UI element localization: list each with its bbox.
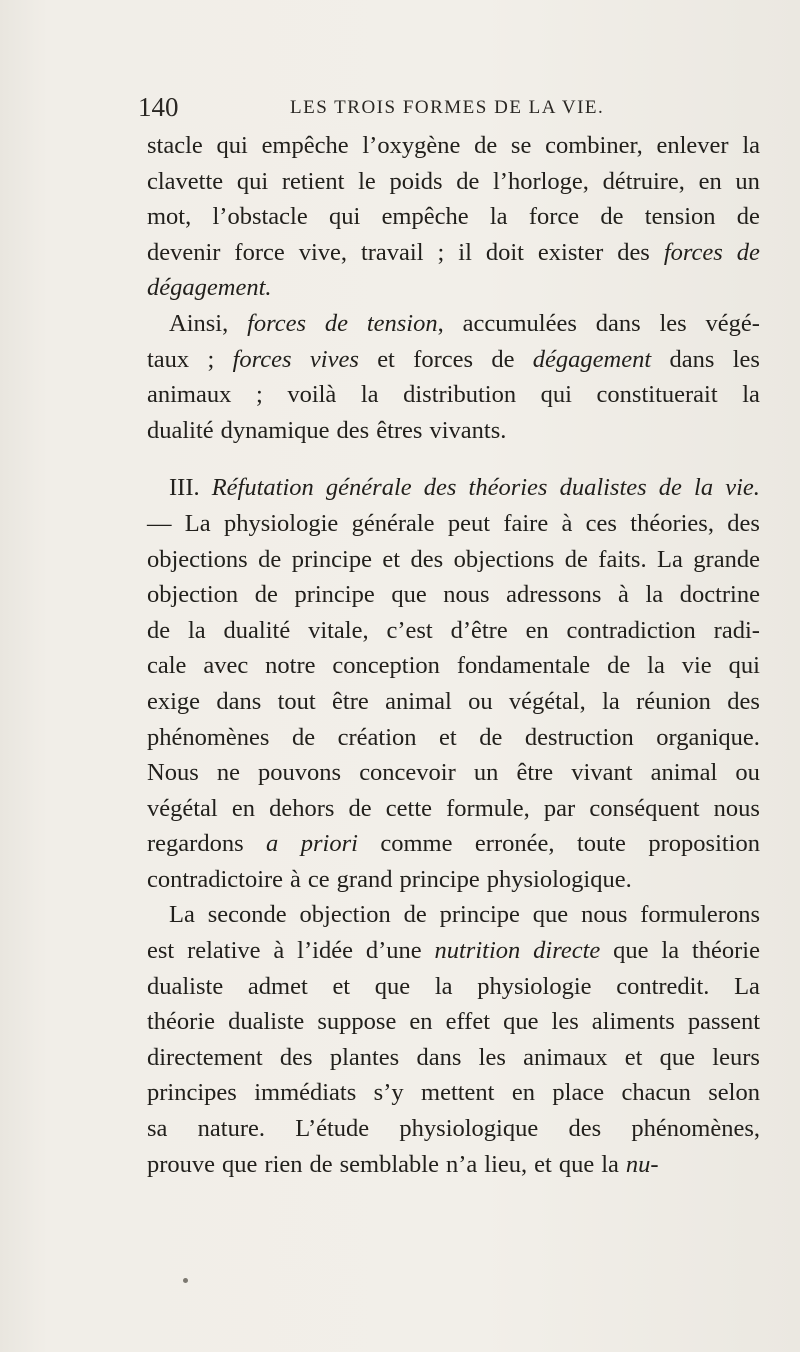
word: Nous — [147, 759, 199, 787]
word: enlever — [656, 132, 729, 159]
word: la — [661, 937, 680, 965]
text-line — [147, 377, 760, 413]
word: relative — [187, 937, 261, 965]
text-line — [147, 164, 760, 200]
word: théories, — [630, 509, 714, 537]
word: vives — [309, 345, 359, 373]
word: des — [279, 1043, 313, 1071]
word: dualité — [147, 416, 214, 444]
word: dans — [595, 309, 641, 337]
word: accumulées — [462, 309, 577, 337]
word: il — [458, 238, 472, 266]
word: la — [647, 652, 665, 680]
word: radi- — [713, 616, 760, 644]
word: se — [510, 132, 532, 159]
word: animaux — [523, 1043, 608, 1071]
word: Réfutation — [211, 474, 314, 502]
word: nous — [443, 581, 490, 609]
word: directement — [147, 1043, 263, 1071]
word: La — [657, 545, 683, 573]
word: taux — [147, 345, 190, 373]
word: principes — [147, 1079, 237, 1107]
word: de — [491, 345, 515, 373]
word: la — [742, 132, 760, 159]
word: distribution — [403, 381, 517, 409]
text-line — [147, 470, 760, 506]
word: tension, — [366, 309, 444, 337]
word: dégagement — [532, 345, 652, 373]
word: la — [187, 616, 206, 644]
word: ne — [216, 759, 240, 787]
word: dynamique — [220, 416, 330, 444]
word: principe — [399, 865, 480, 893]
word: que — [532, 901, 569, 929]
word: les — [551, 1008, 579, 1036]
word: vivant — [571, 759, 633, 787]
word: dualistes — [559, 474, 647, 502]
word: la — [601, 1150, 619, 1178]
word: l’horloge, — [493, 167, 589, 195]
word: grande — [693, 545, 760, 573]
word: végétal — [147, 794, 218, 822]
word: de — [658, 474, 682, 502]
word: dans — [416, 1043, 462, 1071]
word: La — [169, 901, 195, 929]
word: stacle — [147, 132, 203, 159]
word: poids — [389, 167, 443, 195]
text-line — [147, 1004, 760, 1040]
word: contredit. — [616, 972, 710, 1000]
word: ce — [307, 865, 330, 893]
word: sa — [147, 1115, 168, 1143]
word: exige — [147, 687, 201, 715]
word: grand — [336, 865, 393, 893]
word: fondamentale — [456, 652, 591, 680]
word: physiologie — [223, 509, 339, 537]
word: aliments — [591, 1008, 675, 1036]
word: de — [736, 203, 760, 231]
word: que — [659, 1043, 696, 1071]
word: et — [439, 723, 457, 751]
word: doit — [485, 238, 524, 266]
word: principe — [291, 545, 372, 573]
body-text — [147, 128, 760, 1182]
word: les — [732, 345, 760, 373]
word: objection — [299, 901, 391, 929]
word: la — [602, 687, 620, 715]
word: la — [489, 203, 508, 231]
word: mettent — [421, 1079, 495, 1107]
word: de — [600, 203, 624, 231]
word: à — [561, 509, 573, 537]
word: ; — [255, 381, 263, 409]
word: comme — [380, 830, 453, 858]
word: des — [727, 687, 760, 715]
word: directe — [533, 937, 601, 965]
word: théories — [468, 474, 548, 502]
word: et — [377, 345, 395, 373]
word: nous — [713, 794, 760, 822]
text-line — [147, 897, 760, 933]
word: destruction — [524, 723, 634, 751]
word: ; — [437, 238, 445, 266]
word: prouve — [147, 1150, 216, 1178]
text-line — [147, 235, 760, 271]
text-line — [147, 270, 760, 306]
word: de — [736, 238, 760, 266]
word: tout — [277, 687, 316, 715]
text-line — [147, 648, 760, 684]
word: principe — [294, 581, 375, 609]
word: nu- — [625, 1150, 659, 1178]
word: exister — [537, 238, 604, 266]
text-line — [147, 199, 760, 235]
word: tension — [644, 203, 716, 231]
word: la — [742, 381, 760, 409]
word: a — [266, 830, 279, 858]
word: rien — [264, 1150, 303, 1178]
word: principe — [439, 901, 520, 929]
word: priori — [300, 830, 358, 858]
word: n’a — [445, 1150, 478, 1178]
word: qui — [540, 381, 572, 409]
word: La — [734, 972, 760, 1000]
word: dehors — [269, 794, 335, 822]
word: La — [184, 509, 211, 537]
word: qui — [236, 167, 269, 195]
word: de — [607, 652, 631, 680]
word: nous — [581, 901, 628, 929]
word: des — [423, 474, 457, 502]
word: que — [613, 937, 649, 965]
word: cette — [385, 794, 433, 822]
word: leurs — [712, 1043, 760, 1071]
word: d’une — [365, 937, 422, 965]
word: et — [534, 1150, 552, 1178]
word: que — [222, 1150, 258, 1178]
word: objections — [147, 545, 248, 573]
word: s’y — [373, 1079, 404, 1107]
word: dans — [216, 687, 262, 715]
word: vive, — [298, 238, 348, 266]
word: de — [474, 132, 498, 159]
word: seconde — [207, 901, 287, 929]
word: proposition — [648, 830, 760, 858]
word: clavette — [147, 167, 224, 195]
word: d’être — [450, 616, 508, 644]
word: doctrine — [679, 581, 760, 609]
word: physiologique — [399, 1115, 539, 1143]
word: des — [336, 416, 370, 444]
word: que — [558, 1150, 595, 1178]
text-line — [147, 720, 760, 756]
word: création — [337, 723, 417, 751]
text-line — [147, 791, 760, 827]
word: voilà — [287, 381, 337, 409]
word: de — [258, 545, 282, 573]
word: la — [694, 474, 714, 502]
word: êtres — [376, 416, 423, 444]
word: végétal, — [508, 687, 586, 715]
word: les — [659, 309, 687, 337]
word: nutrition — [434, 937, 521, 965]
word: forces — [247, 309, 307, 337]
word: travail — [360, 238, 424, 266]
word: l’idée — [297, 937, 353, 965]
text-line — [147, 1075, 760, 1111]
word: en — [231, 794, 255, 822]
text-line — [147, 862, 760, 898]
word: regardons — [147, 830, 244, 858]
word: animaux — [147, 381, 232, 409]
word: conception — [332, 652, 440, 680]
text-line — [147, 684, 760, 720]
word: en — [698, 167, 722, 195]
word: qui — [728, 652, 760, 680]
word: — — [147, 509, 172, 537]
word: pouvons — [258, 759, 342, 787]
section-gap — [147, 448, 760, 470]
text-line — [147, 826, 760, 862]
word: l’oxygène — [362, 132, 461, 159]
word: animal — [385, 687, 452, 715]
word: selon — [708, 1079, 760, 1107]
word: physiologie — [477, 972, 592, 1000]
text-line — [147, 969, 760, 1005]
word: par — [543, 794, 576, 822]
text-line — [147, 128, 760, 164]
word: objections — [453, 545, 555, 573]
word: en — [525, 616, 549, 644]
word: objection — [147, 581, 239, 609]
text-line — [147, 1040, 760, 1076]
word: cale — [147, 652, 187, 680]
word: L’étude — [295, 1115, 370, 1143]
word: que — [391, 581, 427, 609]
word: le — [358, 167, 376, 195]
word: de — [479, 723, 503, 751]
word: et — [382, 545, 401, 573]
word: chacun — [621, 1079, 691, 1107]
running-head — [138, 92, 758, 122]
word: constituerait — [596, 381, 718, 409]
word: être — [332, 687, 369, 715]
text-line — [147, 306, 760, 342]
word: en — [511, 1079, 536, 1107]
word: ; — [207, 345, 215, 373]
word: semblable — [339, 1150, 439, 1178]
word: formulerons — [640, 901, 760, 929]
word: générale — [351, 509, 435, 537]
word: peut — [447, 509, 491, 537]
word: de — [348, 794, 372, 822]
word: notre — [265, 652, 316, 680]
word: force — [234, 238, 285, 266]
word: la — [360, 381, 379, 409]
word: erronée, — [474, 830, 555, 858]
word: nature. — [197, 1115, 265, 1143]
word: dualité — [223, 616, 291, 644]
word: lieu, — [484, 1150, 528, 1178]
word: physiologique. — [486, 865, 632, 893]
word: ou — [468, 687, 493, 715]
word: dualiste — [147, 972, 224, 1000]
running-title: LES TROIS FORMES DE LA VIE. — [290, 97, 605, 118]
word: Ainsi, — [169, 309, 229, 337]
word: des — [568, 1115, 602, 1143]
word: de — [147, 616, 171, 644]
text-line — [147, 1147, 760, 1183]
word: vie — [681, 652, 712, 680]
word: place — [552, 1079, 605, 1107]
word: immédiats — [254, 1079, 357, 1107]
word: un — [735, 167, 760, 195]
word: faire — [503, 509, 549, 537]
word: être — [516, 759, 554, 787]
word: suppose — [317, 1008, 397, 1036]
word: des — [617, 238, 650, 266]
word: forces — [663, 238, 723, 266]
word: les — [478, 1043, 506, 1071]
word: des — [727, 509, 760, 537]
word: organique. — [656, 723, 760, 751]
text-line — [147, 413, 760, 449]
word: que — [374, 972, 411, 1000]
word: la — [645, 581, 664, 609]
ink-speck — [183, 1278, 188, 1283]
word: empêche — [261, 132, 349, 159]
word: plantes — [329, 1043, 400, 1071]
word: à — [290, 865, 301, 893]
word: empêche — [381, 203, 469, 231]
word: adressons — [506, 581, 602, 609]
text-line — [147, 506, 760, 542]
word: à — [617, 581, 629, 609]
word: devenir — [147, 238, 221, 266]
word: l’obstacle — [212, 203, 308, 231]
word: avec — [203, 652, 249, 680]
word: de — [254, 581, 278, 609]
word: est — [147, 937, 175, 965]
word: vitale, — [308, 616, 369, 644]
word: contradictoire — [147, 865, 284, 893]
word: conséquent — [589, 794, 700, 822]
word: dans — [669, 345, 715, 373]
word: animal — [650, 759, 718, 787]
word: végé- — [705, 309, 760, 337]
text-line — [147, 342, 760, 378]
word: phénomènes, — [631, 1115, 760, 1143]
word: des — [410, 545, 444, 573]
word: de — [403, 901, 427, 929]
word: forces — [232, 345, 292, 373]
word: contradiction — [566, 616, 696, 644]
word: théorie — [691, 937, 760, 965]
word: un — [473, 759, 499, 787]
word: III. — [169, 474, 200, 502]
word: combiner, — [545, 132, 643, 159]
word: force — [528, 203, 580, 231]
word: dégagement. — [147, 274, 272, 302]
text-line — [147, 542, 760, 578]
text-line — [147, 577, 760, 613]
word: en — [409, 1008, 433, 1036]
word: et — [332, 972, 351, 1000]
word: détruire, — [602, 167, 685, 195]
word: forces — [413, 345, 474, 373]
word: ces — [585, 509, 617, 537]
word: de — [309, 1150, 333, 1178]
word: générale — [325, 474, 412, 502]
text-line — [147, 613, 760, 649]
word: théorie — [147, 1008, 216, 1036]
word: et — [624, 1043, 643, 1071]
word: vivants. — [429, 416, 507, 444]
word: de — [324, 309, 348, 337]
word: admet — [247, 972, 308, 1000]
word: toute — [576, 830, 626, 858]
word: ou — [735, 759, 760, 787]
word: mot, — [147, 203, 192, 231]
word: à — [273, 937, 285, 965]
word: c’est — [386, 616, 433, 644]
word: concevoir — [359, 759, 456, 787]
word: effet — [445, 1008, 491, 1036]
word: dualiste — [228, 1008, 305, 1036]
word: formule, — [446, 794, 530, 822]
word: réunion — [636, 687, 711, 715]
word: phénomènes — [147, 723, 270, 751]
text-line — [147, 755, 760, 791]
word: de — [564, 545, 588, 573]
word: que — [503, 1008, 539, 1036]
word: vie. — [725, 474, 760, 502]
word: qui — [329, 203, 361, 231]
word: retient — [281, 167, 345, 195]
text-line — [147, 933, 760, 969]
text-line — [147, 1111, 760, 1147]
word: faits. — [598, 545, 647, 573]
word: qui — [216, 132, 248, 159]
page-number: 140 — [138, 92, 179, 122]
word: de — [291, 723, 316, 751]
word: la — [434, 972, 453, 1000]
word: de — [456, 167, 480, 195]
word: passent — [687, 1008, 760, 1036]
